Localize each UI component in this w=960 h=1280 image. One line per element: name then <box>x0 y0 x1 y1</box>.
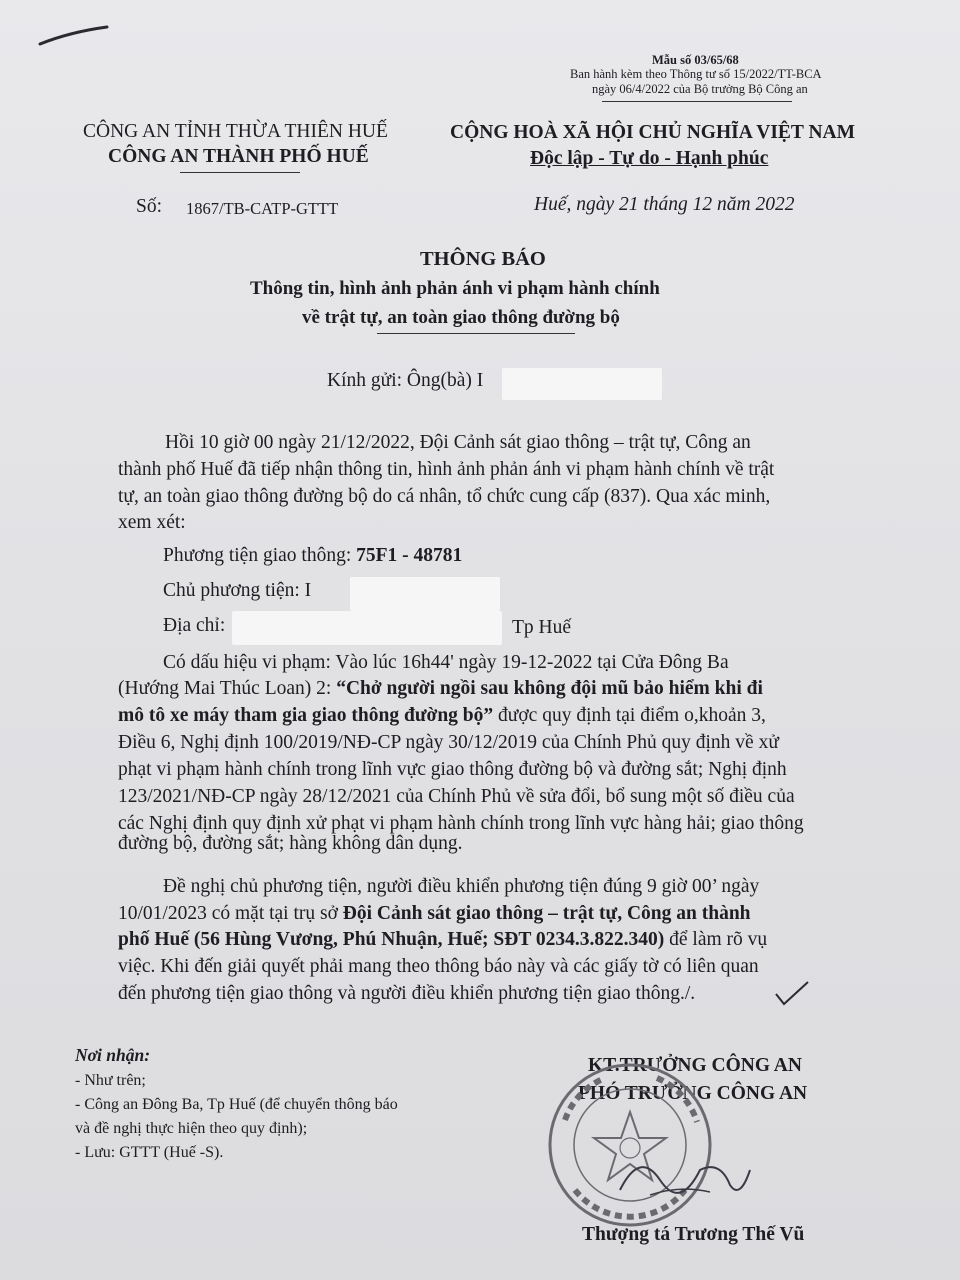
intro-line-2: thành phố Huế đã tiếp nhận thông tin, hình ảnh phản ánh vi phạm hành chính về trật <box>118 459 775 480</box>
request-line-2 <box>118 903 751 925</box>
address-city: Tp Huế <box>512 617 572 638</box>
request-line-5: đến phương tiện giao thông và người điều khiển phương tiện giao thông./. <box>118 983 696 1004</box>
nation-title: CỘNG HOÀ XÃ HỘI CHỦ NGHĨA VIỆT NAM <box>450 122 856 143</box>
form-issued-line1: Ban hành kèm theo Thông tư số 15/2022/TT-BCA <box>570 67 822 81</box>
form-underline <box>602 101 792 102</box>
vehicle-plate: 75F1 - 48781 <box>356 545 463 566</box>
violation-line-7: các Nghị định quy định xử phạt vi phạm hành chính trong lĩnh vực hàng hải; giao thông <box>118 813 804 834</box>
redaction-recipient <box>502 368 662 400</box>
signature-title-2: PHÓ TRƯỞNG CÔNG AN <box>578 1083 808 1104</box>
violation-line-3 <box>118 705 766 727</box>
notice-subtitle-2: về trật tự, an toàn giao thông đường bộ <box>302 307 620 328</box>
recipient-line: Kính gửi: Ông(bà) I <box>327 370 484 391</box>
vehicle-line <box>163 545 462 567</box>
request-date: 10/01/2023 có mặt tại trụ sở <box>118 903 343 924</box>
violation-offense-part1: “Chở người ngồi sau không đội mũ bảo hiểm khi đi <box>336 678 763 699</box>
doc-date: Huế, ngày 21 tháng 12 năm 2022 <box>534 194 795 215</box>
violation-line-8: đường bộ, đường sắt; hàng không dân dụng. <box>118 833 463 854</box>
violation-line-2 <box>118 678 763 700</box>
vehicle-label: Phương tiện giao thông: <box>163 545 357 566</box>
request-office-part2: phố Huế (56 Hùng Vương, Phú Nhuận, Huế; SĐT 0234.3.822.340) <box>118 929 665 950</box>
redaction-owner <box>350 577 500 611</box>
recipients-title: Nơi nhận: <box>75 1045 151 1065</box>
signature-title-1: KT.TRƯỞNG CÔNG AN <box>588 1055 802 1076</box>
request-purpose: để làm rõ vụ <box>664 929 768 950</box>
notice-title: THÔNG BÁO <box>420 248 546 270</box>
pen-mark <box>35 22 115 52</box>
recipients-line-3: và đề nghị thực hiện theo quy định); <box>75 1120 308 1137</box>
doc-number-label: Số: <box>136 196 163 217</box>
recipients-line-2: - Công an Đông Ba, Tp Huế (để chuyển thông báo <box>75 1096 398 1113</box>
redaction-address <box>232 611 502 645</box>
title-underline <box>377 333 575 334</box>
agency-line2: CÔNG AN THÀNH PHỐ HUẾ <box>108 146 369 167</box>
violation-line-5: phạt vi phạm hành chính trong lĩnh vực giao thông đường bộ và đường sắt; Nghị định <box>118 759 787 780</box>
violation-line-6: 123/2021/NĐ-CP ngày 28/12/2021 của Chính Phủ về sửa đổi, bổ sung một số điều của <box>118 786 795 807</box>
intro-line-4: xem xét: <box>118 512 186 533</box>
intro-line-3: tự, an toàn giao thông đường bộ do cá nhân, tổ chức cung cấp (837). Qua xác minh, <box>118 486 771 507</box>
handwritten-signature <box>610 1140 760 1210</box>
violation-offense-part2: mô tô xe máy tham gia giao thông đường bộ” <box>118 705 494 726</box>
address-label: Địa chỉ: <box>163 615 226 636</box>
owner-line: Chủ phương tiện: I <box>163 580 312 601</box>
recipients-line-4: - Lưu: GTTT (Huế -S). <box>75 1144 224 1161</box>
request-line-1: Đề nghị chủ phương tiện, người điều khiển phương tiện đúng 9 giờ 00’ ngày <box>163 876 760 897</box>
agency-underline <box>180 172 300 173</box>
signer-name: Thượng tá Trương Thế Vũ <box>582 1224 805 1245</box>
check-mark <box>772 978 812 1008</box>
nation-motto: Độc lập - Tự do - Hạnh phúc <box>530 148 769 169</box>
intro-line-1: Hồi 10 giờ 00 ngày 21/12/2022, Đội Cảnh sát giao thông – trật tự, Công an <box>165 432 751 453</box>
notice-subtitle-1: Thông tin, hình ảnh phản ánh vi phạm hành chính <box>250 278 660 299</box>
violation-location: (Hướng Mai Thúc Loan) 2: <box>118 678 337 699</box>
form-issued-line2: ngày 06/4/2022 của Bộ trưởng Bộ Công an <box>592 82 808 96</box>
violation-clause: được quy định tại điểm o,khoản 3, <box>493 705 766 726</box>
request-line-3 <box>118 929 767 951</box>
request-office-part1: Đội Cảnh sát giao thông – trật tự, Công an thành <box>342 903 751 924</box>
violation-line-1: Có dấu hiệu vi phạm: Vào lúc 16h44' ngày 19-12-2022 tại Cửa Đông Ba <box>163 652 729 673</box>
agency-line1: CÔNG AN TỈNH THỪA THIÊN HUẾ <box>83 121 388 142</box>
recipients-line-1: - Như trên; <box>75 1072 146 1089</box>
form-number: Mẫu số 03/65/68 <box>652 53 739 67</box>
violation-line-4: Điều 6, Nghị định 100/2019/NĐ-CP ngày 30/12/2019 của Chính Phủ quy định về xử <box>118 732 779 753</box>
request-line-4: việc. Khi đến giải quyết phải mang theo thông báo này và các giấy tờ có liên quan <box>118 956 759 977</box>
doc-number: 1867/TB-CATP-GTTT <box>186 199 339 218</box>
